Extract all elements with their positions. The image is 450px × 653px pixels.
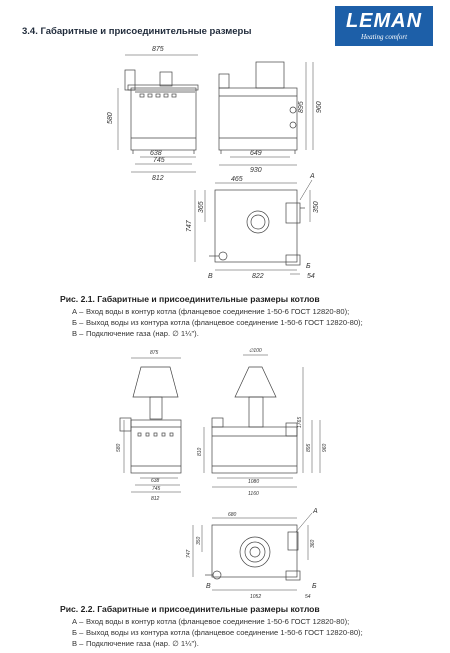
fig2-plan-view [205,525,300,580]
legend-text: Подключение газа (нар. ∅ 1¼"). [86,329,199,338]
dim-875: 875 [150,350,159,356]
fig2-legend-b [72,628,363,637]
legend-text: Вход воды в контур котла (фланцевое соединение 1-50-6 ГОСТ 12820-80); [86,617,350,626]
dim-350: 350 [196,536,202,545]
dim-960: 960 [322,443,328,452]
logo-name: LEMAN [345,10,423,32]
legend-key: А – [72,307,84,316]
dim-822: 822 [252,273,264,280]
fig1-front-view [125,70,198,154]
fig1-legend-b [72,318,363,327]
legend-key: Б – [72,628,84,637]
fig2-legend-v [72,639,199,648]
fig1-legend-a [72,307,349,316]
legend-key: А – [72,617,84,626]
fig1-legend-v [72,329,199,338]
dim-810: 810 [197,447,203,456]
legend-key: В – [72,329,84,338]
label-B: Б [306,263,311,270]
fig1-plan-view [209,190,305,265]
dim-745: 745 [153,157,165,164]
dim-812: 812 [151,496,160,502]
dim-747: 747 [186,220,193,232]
dim-895: 895 [298,101,305,113]
label-V: В [206,583,211,590]
fig2-plan-dimensions [193,513,312,590]
dim-1765: 1765 [297,416,303,428]
dim-100: ∅100 [249,348,262,354]
dim-638: 638 [151,478,160,484]
dim-465: 465 [231,176,243,183]
legend-text: Выход воды из контура котла (фланцевое соединение 1-50-6 ГОСТ 12820-80); [86,628,363,637]
dim-1080: 1080 [248,479,260,485]
legend-key: В – [72,639,84,648]
dim-360: 360 [310,539,316,548]
dim-54: 54 [305,594,311,600]
dim-54: 54 [307,273,315,280]
dim-875: 875 [152,46,164,53]
dim-960: 960 [316,101,323,113]
dim-1160: 1160 [248,491,259,497]
fig2-dimension-lines [124,355,320,492]
label-B: Б [312,583,317,590]
legend-text: Подключение газа (нар. ∅ 1¼"). [86,639,199,648]
dim-930: 930 [250,167,262,174]
fig2-dimension-labels [116,348,328,600]
dim-580: 580 [116,443,122,452]
dim-680: 680 [228,512,237,518]
fig1-caption: Рис. 2.1. Габаритные и присоединительные размеры котлов [60,294,320,304]
fig2-side-view [212,367,297,473]
dim-580: 580 [107,112,114,124]
fig2-front-view [120,367,181,473]
logo-tagline: Heating comfort [360,33,408,41]
fig2-caption: Рис. 2.2. Габаритные и присоединительные размеры котлов [60,604,320,614]
dim-649: 649 [250,150,262,157]
label-V: В [208,273,213,280]
dim-812: 812 [152,175,164,182]
dim-1052: 1052 [250,594,262,600]
dim-747: 747 [186,549,192,558]
dim-638: 638 [150,150,162,157]
dim-365: 365 [198,201,205,213]
dim-895: 895 [306,443,312,452]
fig1-side-view [219,62,297,154]
section-title: 3.4. Габаритные и присоединительные размеры [22,26,252,37]
label-A: А [310,173,315,180]
legend-text: Вход воды в контур котла (фланцевое соединение 1-50-6 ГОСТ 12820-80); [86,307,350,316]
legend-text: Выход воды из контура котла (фланцевое соединение 1-50-6 ГОСТ 12820-80); [86,318,363,327]
dim-350: 350 [313,201,320,213]
legend-key: Б – [72,318,84,327]
fig2-legend-a [72,617,349,626]
dim-745: 745 [152,486,161,492]
label-A: А [313,508,318,515]
